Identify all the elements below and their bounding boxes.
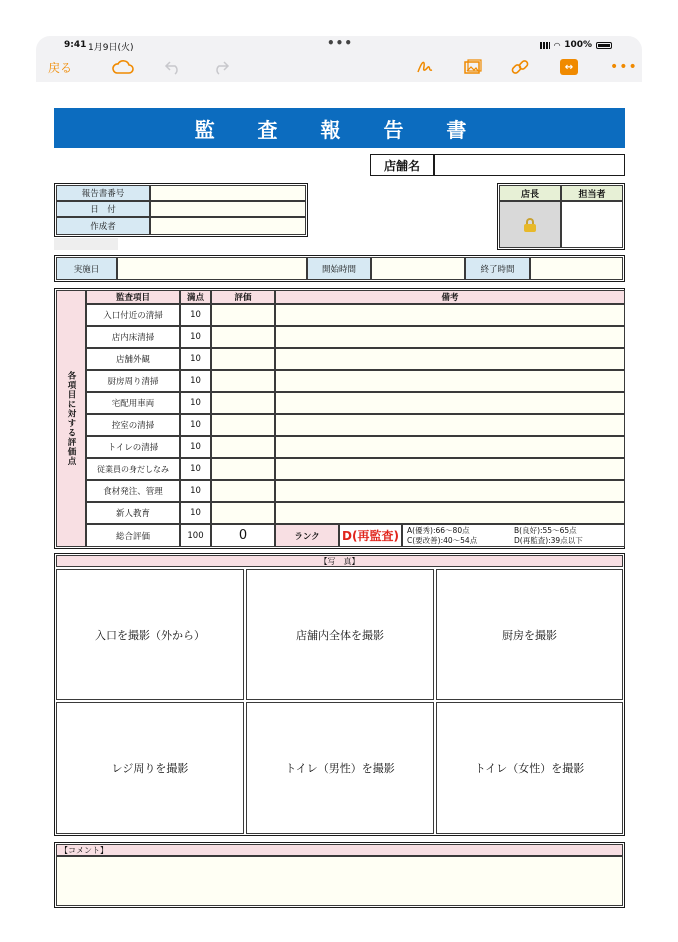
redo-icon[interactable] xyxy=(212,56,230,78)
table-header-row xyxy=(86,290,625,304)
item-remarks-field[interactable] xyxy=(275,392,625,414)
item-eval-field[interactable] xyxy=(211,326,275,348)
lock-icon xyxy=(523,218,537,232)
item-eval-field[interactable] xyxy=(211,414,275,436)
photo-cell-entrance[interactable]: 入口を撮影（外から） xyxy=(56,569,244,700)
item-eval-field[interactable] xyxy=(211,348,275,370)
item-name: 従業員の身だしなみ xyxy=(86,458,180,480)
item-max: 10 xyxy=(180,326,211,348)
gray-placeholder xyxy=(54,238,118,250)
report-page xyxy=(0,82,678,942)
photo-cell-womens-toilet[interactable]: トイレ（女性）を撮影 xyxy=(436,702,623,834)
item-max: 10 xyxy=(180,480,211,502)
rank-legend-d: D(再監査):39点以下 xyxy=(514,536,583,545)
photo-cell-kitchen[interactable]: 厨房を撮影 xyxy=(436,569,623,700)
start-time-field[interactable] xyxy=(371,257,465,280)
item-eval-field[interactable] xyxy=(211,436,275,458)
header-max: 満点 xyxy=(180,290,211,304)
more-icon[interactable]: ••• xyxy=(610,59,638,75)
item-name: 入口付近の清掃 xyxy=(86,304,180,326)
fit-width-symbol: ↔ xyxy=(560,59,578,75)
table-row xyxy=(86,326,625,348)
item-remarks-field[interactable] xyxy=(275,502,625,524)
item-remarks-field[interactable] xyxy=(275,304,625,326)
item-eval-field[interactable] xyxy=(211,502,275,524)
total-row xyxy=(86,524,625,547)
item-remarks-field[interactable] xyxy=(275,326,625,348)
item-max: 10 xyxy=(180,414,211,436)
signal-icon xyxy=(540,42,550,49)
item-remarks-field[interactable] xyxy=(275,348,625,370)
rank-legend-c: C(要改善):40～54点 xyxy=(407,536,478,545)
item-remarks-field[interactable] xyxy=(275,414,625,436)
item-name: 店内床清掃 xyxy=(86,326,180,348)
total-max: 100 xyxy=(180,524,211,547)
item-max: 10 xyxy=(180,502,211,524)
staff-label: 担当者 xyxy=(561,185,623,201)
photo-cell-mens-toilet[interactable]: トイレ（男性）を撮影 xyxy=(246,702,434,834)
item-max: 10 xyxy=(180,458,211,480)
link-icon[interactable] xyxy=(510,56,530,78)
back-button[interactable]: 戻る xyxy=(48,60,73,75)
battery-icon xyxy=(596,42,612,49)
photo-cell-register[interactable]: レジ周りを撮影 xyxy=(56,702,244,834)
battery-percent: 100% xyxy=(564,40,592,50)
report-number-field[interactable] xyxy=(150,185,306,201)
item-remarks-field[interactable] xyxy=(275,480,625,502)
cloud-icon[interactable] xyxy=(112,56,134,78)
item-name: 食材発注、管理 xyxy=(86,480,180,502)
end-time-label: 終了時間 xyxy=(465,257,530,280)
item-remarks-field[interactable] xyxy=(275,458,625,480)
table-row xyxy=(86,392,625,414)
pen-icon[interactable] xyxy=(416,56,434,78)
rank-label: ランク xyxy=(275,524,339,547)
item-eval-field[interactable] xyxy=(211,480,275,502)
media-icon[interactable] xyxy=(463,56,483,78)
item-name: 宅配用車両 xyxy=(86,392,180,414)
item-max: 10 xyxy=(180,304,211,326)
comment-header: 【コメント】 xyxy=(56,844,623,856)
item-max: 10 xyxy=(180,348,211,370)
comment-field[interactable] xyxy=(56,856,623,906)
table-row xyxy=(86,436,625,458)
implementation-date-label: 実施日 xyxy=(56,257,117,280)
author-field[interactable] xyxy=(150,217,306,235)
implementation-date-field[interactable] xyxy=(117,257,307,280)
item-max: 10 xyxy=(180,436,211,458)
item-max: 10 xyxy=(180,392,211,414)
rank-legend-b: B(良好):55～65点 xyxy=(514,526,577,535)
rank-legend-a: A(優秀):66～80点 xyxy=(407,526,470,535)
total-label: 総合評価 xyxy=(86,524,180,547)
table-row xyxy=(86,414,625,436)
date-field[interactable] xyxy=(150,201,306,217)
end-time-field[interactable] xyxy=(530,257,623,280)
rank-legend xyxy=(402,524,625,547)
item-name: 控室の清掃 xyxy=(86,414,180,436)
store-name-field[interactable] xyxy=(434,154,625,176)
header-remarks: 備考 xyxy=(275,290,625,304)
table-row xyxy=(86,502,625,524)
table-row xyxy=(86,480,625,502)
item-name: 新人教育 xyxy=(86,502,180,524)
multitask-dots[interactable]: ••• xyxy=(327,36,354,50)
start-time-label: 開始時間 xyxy=(307,257,371,280)
item-max: 10 xyxy=(180,370,211,392)
photo-cell-store-interior[interactable]: 店舗内全体を撮影 xyxy=(246,569,434,700)
item-name: トイレの清掃 xyxy=(86,436,180,458)
staff-stamp-field[interactable] xyxy=(561,201,623,248)
date-label: 日 付 xyxy=(56,201,150,217)
report-number-label: 報告書番号 xyxy=(56,185,150,201)
total-score: 0 xyxy=(211,524,275,547)
table-row xyxy=(86,370,625,392)
status-date: 1月9日(火) xyxy=(88,43,134,53)
author-label: 作成者 xyxy=(56,217,150,235)
item-remarks-field[interactable] xyxy=(275,370,625,392)
wifi-icon: ◠ xyxy=(554,40,561,50)
manager-stamp-field[interactable] xyxy=(499,201,561,248)
store-name-label: 店舗名 xyxy=(370,154,434,176)
item-eval-field[interactable] xyxy=(211,370,275,392)
header-eval: 評価 xyxy=(211,290,275,304)
rank-value: D(再監査) xyxy=(339,524,402,547)
table-row xyxy=(86,304,625,326)
table-row xyxy=(86,348,625,370)
evaluation-side-text: 各項目に対する評価点 xyxy=(66,371,76,466)
status-time: 9:41 xyxy=(64,40,87,50)
undo-icon[interactable] xyxy=(164,56,182,78)
item-name: 店舗外観 xyxy=(86,348,180,370)
app-toolbar xyxy=(36,36,642,82)
photo-header: 【写 真】 xyxy=(56,555,623,567)
fit-width-icon[interactable] xyxy=(560,56,578,78)
status-indicators xyxy=(540,40,612,50)
item-eval-field[interactable] xyxy=(211,304,275,326)
table-row xyxy=(86,458,625,480)
item-name: 厨房周り清掃 xyxy=(86,370,180,392)
evaluation-side-label xyxy=(56,290,86,547)
item-eval-field[interactable] xyxy=(211,458,275,480)
header-item: 監査項目 xyxy=(86,290,180,304)
manager-label: 店長 xyxy=(499,185,561,201)
report-title: 監 査 報 告 書 xyxy=(54,108,625,148)
item-eval-field[interactable] xyxy=(211,392,275,414)
item-remarks-field[interactable] xyxy=(275,436,625,458)
